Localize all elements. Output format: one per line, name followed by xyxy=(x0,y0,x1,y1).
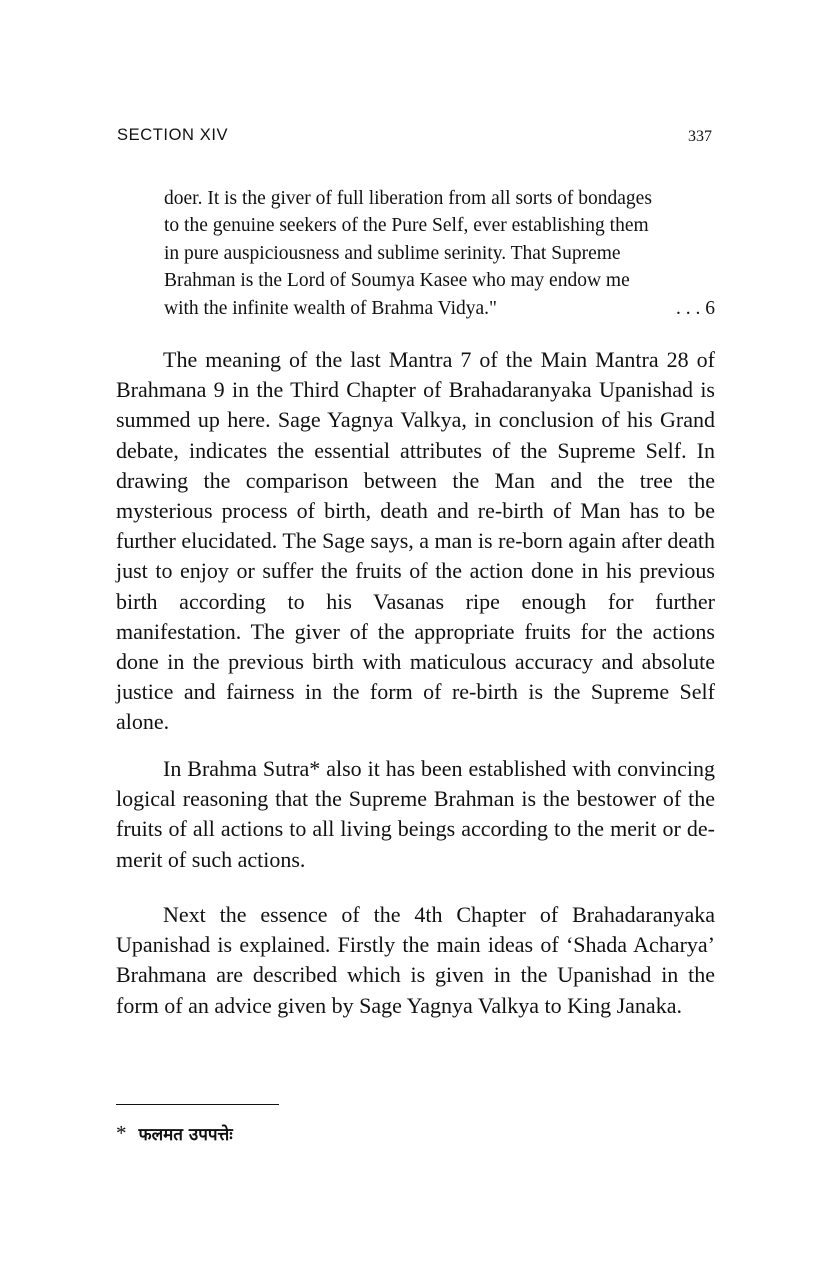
body-paragraph: The meaning of the last Mantra 7 of the Main Mantra 28 of Brahmana 9 in the Third Chapter of Brahadaranyaka Upanishad is summed up here. Sage Yagnya Valkya, in conclusion of his Grand debate, indicates the essential attributes of the Supreme Self. In drawing the comparison between the Man and the tree the mysterious process of birth, death and re-birth of Man has to be further elucidated. The Sage says, a man is re-born again after death just to enjoy or suffer the fruits of the action done in his previous birth according to his Vasanas ripe enough for further manifestation. The giver of the appropriate fruits for the actions done in the previous birth with maticulous accuracy and absolute justice and fairness in the form of re-birth is the Supreme Self alone. xyxy=(116,347,715,735)
page-number: 337 xyxy=(688,128,712,145)
verse-reference: . . . 6 xyxy=(676,297,715,319)
section-title: SECTION XIV xyxy=(117,126,229,144)
body-paragraph: Next the essence of the 4th Chapter of Brahadaranyaka Upanishad is explained. Firstly the main ideas of ‘Shada Acharya’ Brahmana are described which is given in the Upanishad in the form of an advice given by Sage Yagnya Valkya to King Janaka. xyxy=(116,902,715,1018)
quote-line-text: with the infinite wealth of Brahma Vidya." xyxy=(164,297,497,319)
running-header xyxy=(117,126,712,150)
footnote xyxy=(116,1121,233,1146)
quote-line-last xyxy=(164,295,715,322)
quote-line: Brahman is the Lord of Soumya Kasee who may endow me xyxy=(164,270,630,292)
quoted-verse-block xyxy=(164,185,715,322)
body-paragraph: In Brahma Sutra* also it has been established with convincing logical reasoning that the Supreme Brahman is the bestower of the fruits of all actions to all living beings according to the merit or de-merit of such actions. xyxy=(116,756,715,872)
footnote-divider xyxy=(116,1104,279,1105)
quote-line: in pure auspiciousness and sublime serinity. That Supreme xyxy=(164,242,621,264)
quote-line: to the genuine seekers of the Pure Self, ever establishing them xyxy=(164,215,649,237)
footnote-text: फलमत उपपत्तेः xyxy=(138,1125,233,1145)
quote-line: doer. It is the giver of full liberation from all sorts of bondages xyxy=(164,188,652,209)
footnote-marker: * xyxy=(116,1121,127,1145)
